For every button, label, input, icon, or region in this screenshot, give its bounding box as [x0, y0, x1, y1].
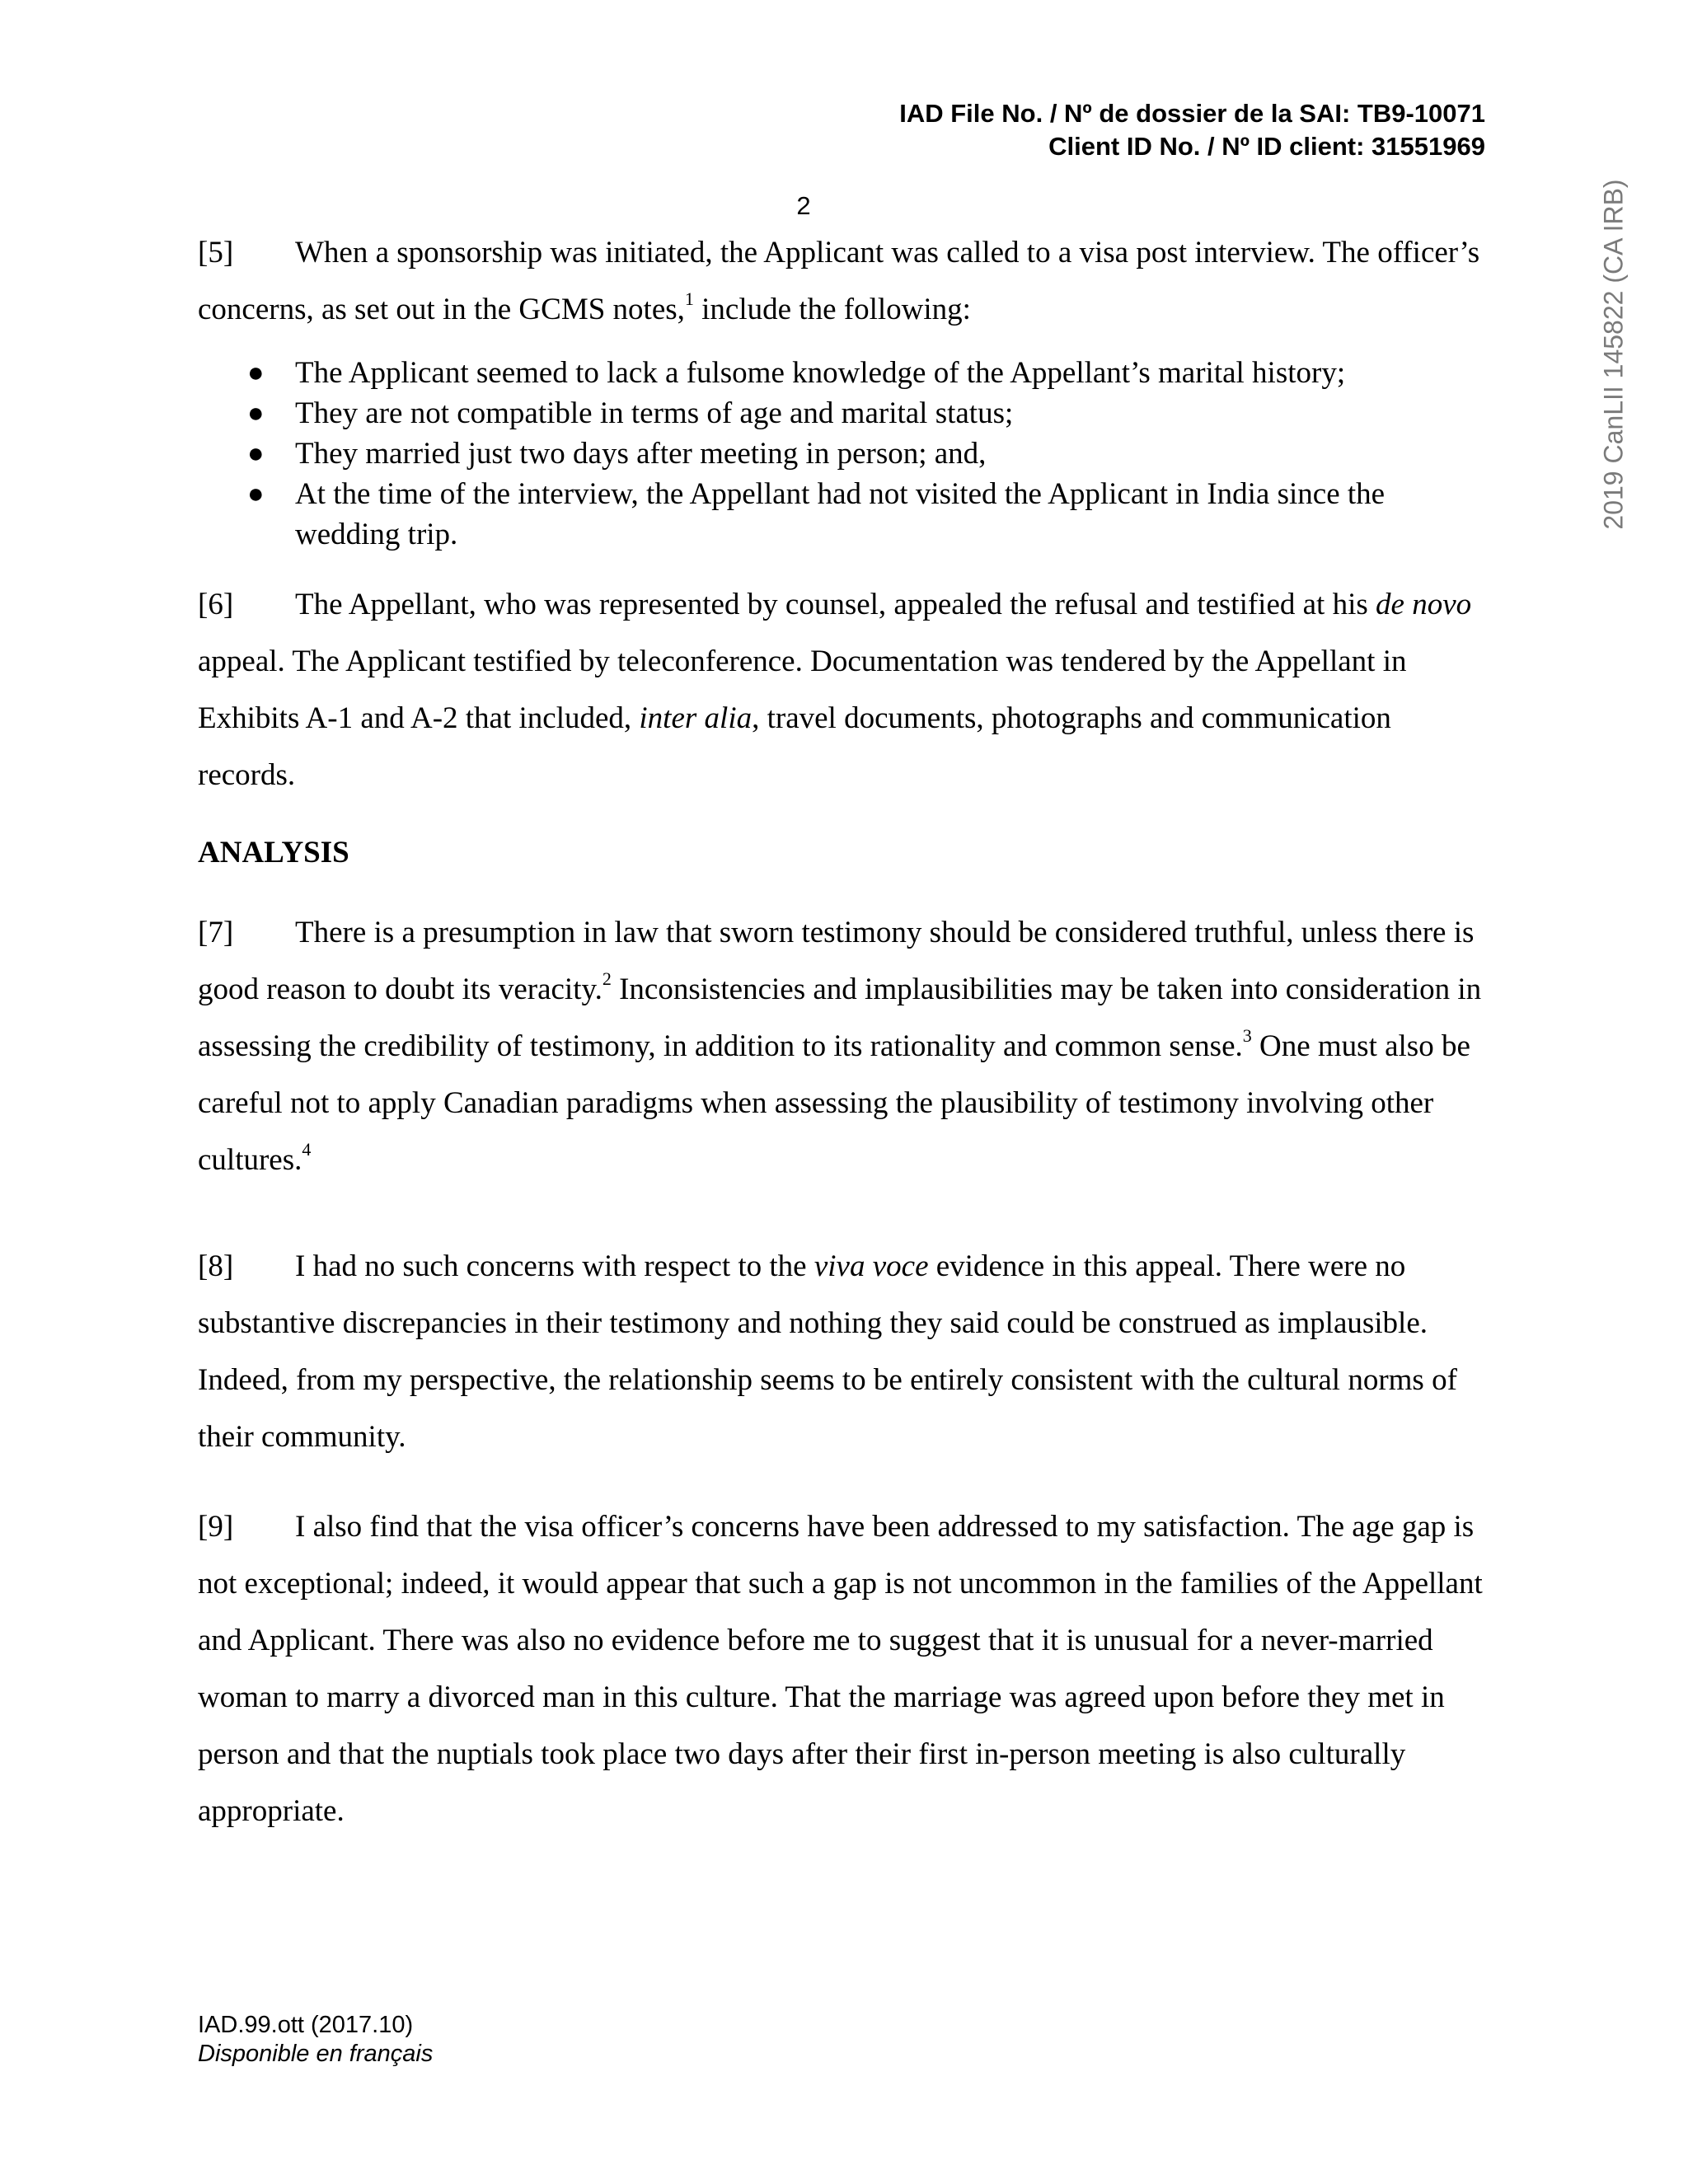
- list-item-text: At the time of the interview, the Appellant had not visited the Applicant in India since the wedding trip.: [295, 477, 1386, 551]
- spacer: [198, 1465, 1484, 1498]
- citation-watermark: 2019 CanLII 145822 (CA IRB): [1598, 179, 1629, 530]
- iad-file-number: IAD File No. / Nº de dossier de la SAI: TB9-10071: [899, 99, 1485, 128]
- paragraph-number: [5]: [198, 236, 234, 269]
- paragraph-text: The Appellant, who was represented by counsel, appealed the refusal and testified at his: [295, 588, 1376, 621]
- paragraph-number: [7]: [198, 916, 234, 949]
- paragraph-9: [198, 1498, 1484, 1840]
- spacer: [198, 1188, 1484, 1238]
- paragraph-text: One must also be careful not to apply Canadian paradigms when assessing the plausibility of testimony involving other cultures.: [198, 1029, 1470, 1177]
- paragraph-text: , travel documents, photographs and communication records.: [198, 701, 1391, 792]
- paragraph-text: When a sponsorship was initiated, the Applicant was called to a visa post interview. The officer’s concerns, as set out in the GCMS notes,: [198, 236, 1480, 326]
- client-id-number: Client ID No. / Nº ID client: 31551969: [1048, 132, 1485, 161]
- paragraph-8: [198, 1238, 1484, 1465]
- italic-term: de novo: [1376, 588, 1472, 621]
- concerns-list: [198, 353, 1484, 555]
- italic-term: inter alia: [639, 701, 753, 735]
- bullet-icon: ●: [247, 358, 265, 388]
- footnote-ref-4[interactable]: 4: [302, 1138, 312, 1160]
- footnote-ref-1[interactable]: 1: [684, 288, 694, 309]
- paragraph-text: appeal. The Applicant testified by teleconference. Documentation was tendered by the Appellant in Exhibits A-1 and A-2 that included,: [198, 644, 1407, 735]
- footnote-ref-3[interactable]: 3: [1242, 1024, 1252, 1046]
- document-body: [198, 224, 1484, 1840]
- footnote-ref-2[interactable]: 2: [602, 968, 612, 989]
- paragraph-5: [198, 224, 1484, 338]
- paragraph-number: [6]: [198, 588, 234, 621]
- list-item-text: They married just two days after meeting in person; and,: [295, 437, 987, 471]
- list-item-text: The Applicant seemed to lack a fulsome knowledge of the Appellant’s marital history;: [295, 356, 1346, 390]
- bullet-icon: ●: [247, 479, 265, 509]
- paragraph-text: Inconsistencies and implausibilities may be taken into consideration in assessing the credibility of testimony, in addition to its rationality and common sense.: [198, 972, 1482, 1063]
- paragraph-text: I also find that the visa officer’s concerns have been addressed to my satisfaction. The age gap is not exceptional; indeed, it would appear that such a gap is not uncommon in the families of the Appellant and Applicant. There was also no evidence before me to suggest that it is unusual for a never-married woman to marry a divorced man in this culture. That the marriage was agreed upon before they met in person and that the nuptials took place two days after their first in-person meeting is also culturally appropriate.: [198, 1510, 1483, 1828]
- page-number: 2: [796, 191, 811, 220]
- italic-term: viva voce: [814, 1249, 929, 1283]
- paragraph-number: [8]: [198, 1249, 234, 1283]
- list-item: [247, 353, 1484, 393]
- paragraph-text: evidence in this appeal. There were no substantive discrepancies in their testimony and nothing they said could be construed as implausible. Indeed, from my perspective, the relationship seems to be entirely consistent with the cultural norms of their community.: [198, 1249, 1457, 1454]
- language-note: Disponible en français: [198, 2041, 434, 2067]
- page-footer: [198, 2011, 433, 2069]
- list-item: [247, 434, 1484, 474]
- section-heading: ANALYSIS: [198, 836, 349, 869]
- list-item-text: They are not compatible in terms of age and marital status;: [295, 396, 1014, 430]
- paragraph-text: There is a presumption in law that sworn testimony should be considered truthful, unless there is good reason to doubt its veracity.: [198, 916, 1475, 1006]
- bullet-icon: ●: [247, 398, 265, 429]
- list-item: [247, 474, 1484, 555]
- form-code: IAD.99.ott (2017.10): [198, 2012, 414, 2038]
- file-header: [899, 97, 1485, 163]
- paragraph-text: I had no such concerns with respect to the: [295, 1249, 814, 1283]
- paragraph-7: [198, 904, 1484, 1188]
- bullet-icon: ●: [247, 438, 265, 469]
- list-item: [247, 393, 1484, 434]
- paragraph-number: [9]: [198, 1510, 234, 1544]
- paragraph-text: include the following:: [693, 293, 971, 326]
- paragraph-6: [198, 576, 1484, 804]
